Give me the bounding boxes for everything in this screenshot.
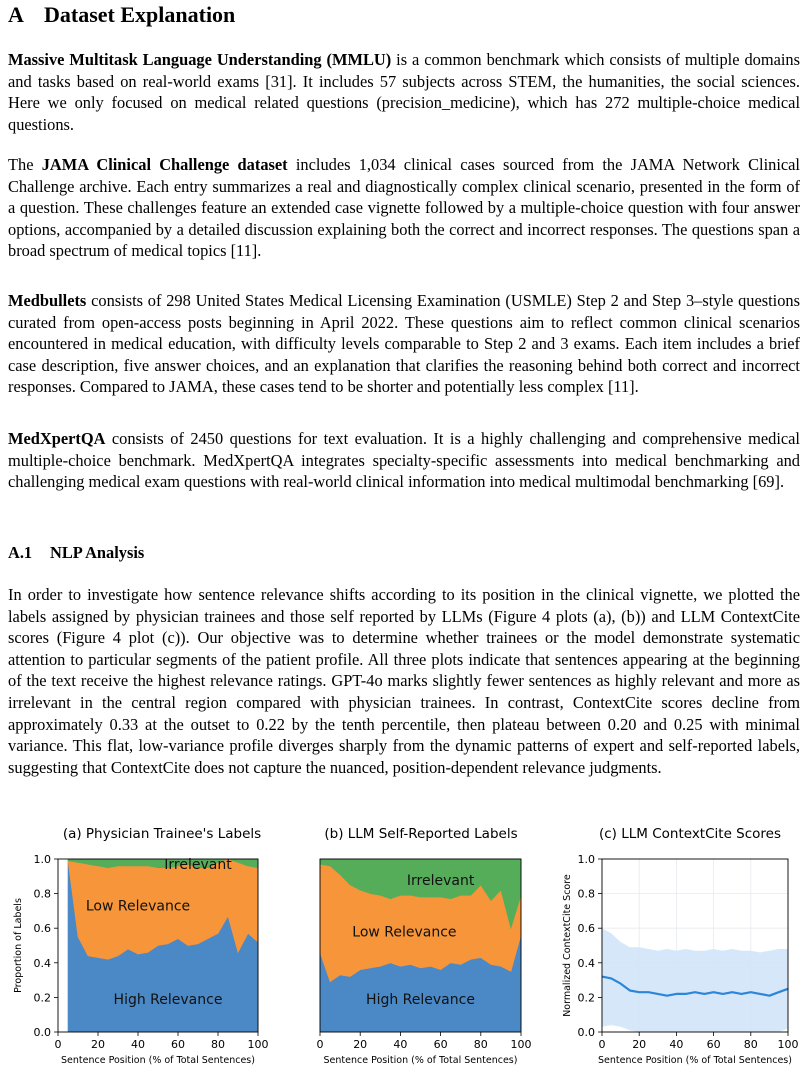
- x-tick-label: 80: [473, 1038, 488, 1051]
- x-tick-label: 80: [743, 1038, 758, 1051]
- y-tick-label: 0.8: [33, 887, 51, 901]
- label-irrelevant: Irrelevant: [406, 872, 475, 889]
- y-tick-label: 0.4: [577, 956, 595, 970]
- section-title: Dataset Explanation: [44, 2, 236, 27]
- paragraph-medxpertqa: [8, 428, 800, 493]
- plot-0: [54, 859, 258, 1036]
- paragraph-mmlu: [8, 49, 800, 135]
- x-tick-label: 80: [211, 1038, 225, 1051]
- section-number: A: [8, 2, 24, 27]
- plot-title: (b) LLM Self-Reported Labels: [324, 826, 518, 842]
- y-tick-label: 0.4: [33, 956, 51, 970]
- y-tick-label: 1.0: [33, 853, 51, 866]
- y-tick-label: 0.6: [33, 922, 51, 936]
- x-tick-label: 60: [171, 1038, 185, 1051]
- section-heading: [8, 2, 235, 28]
- x-tick-label: 40: [393, 1038, 408, 1051]
- x-tick-label: 100: [777, 1038, 799, 1051]
- subsection-heading: [8, 543, 144, 563]
- x-tick-label: 60: [706, 1038, 721, 1051]
- paragraph-medbullets: [8, 290, 800, 398]
- x-tick-label: 60: [433, 1038, 448, 1051]
- y-tick-label: 0.2: [577, 991, 595, 1005]
- y-axis-label: Proportion of Labels: [13, 898, 24, 993]
- y-tick-label: 0.6: [577, 922, 595, 936]
- y-tick-label: 0.8: [577, 887, 595, 901]
- x-tick-label: 20: [632, 1038, 647, 1051]
- y-tick-label: 1.0: [577, 853, 595, 866]
- x-tick-label: 100: [510, 1038, 532, 1051]
- y-tick-label: 0.0: [33, 1026, 51, 1039]
- x-tick-label: 40: [131, 1038, 145, 1051]
- x-tick-label: 100: [247, 1038, 269, 1051]
- x-tick-label: 20: [353, 1038, 368, 1051]
- label-high-relevance: High Relevance: [366, 992, 475, 1009]
- plot-2: [598, 859, 788, 1036]
- paragraph-lead: JAMA Clinical Challenge dataset: [41, 155, 288, 174]
- paragraph-lead: Massive Multitask Language Understanding (MMLU): [8, 50, 392, 69]
- subsection-title: NLP Analysis: [50, 543, 145, 562]
- y-tick-label: 0.2: [33, 991, 51, 1005]
- x-axis-label: Sentence Position (% of Total Sentences): [61, 1055, 255, 1066]
- y-axis-label: Normalized ContextCite Score: [562, 874, 573, 1017]
- label-low-relevance: Low Relevance: [85, 898, 191, 915]
- paragraph-body: consists of 298 United States Medical Licensing Examination (USMLE) Step 2 and Step 3–style questions curated from open-access posts beginning in April 2022. These questions aim to reflect common clinical scenarios encountered in medical education, with difficulty levels comparable to Step 2 and 3 exams. Each item includes a brief case description, five answer choices, and an explanation that clarifies the reasoning behind both correct and incorrect responses. Compared to JAMA, these cases tend to be shorter and potentially less complex [11].: [8, 291, 800, 397]
- paragraph-body: includes 1,034 clinical cases sourced from the JAMA Network Clinical Challenge archive. Each entry summarizes a real and diagnostically complex clinical scenario, presented in the form of a question. These challenges feature an extended case vignette followed by a multiple-choice question with four answer options, accompanied by a detailed discussion explaining both the correct and incorrect responses. The questions span a broad spectrum of medical topics [11].: [8, 155, 800, 261]
- paragraph-lead: Medbullets: [8, 291, 87, 310]
- x-axis-label: Sentence Position (% of Total Sentences): [598, 1055, 792, 1066]
- y-tick-label: 0.0: [577, 1026, 595, 1039]
- paragraph-body: consists of 2450 questions for text evaluation. It is a highly challenging and comprehensive medical multiple-choice benchmark. MedXpertQA integrates specialty-specific assessments into medical benchmarking and challenging medical exam questions with real-world clinical information into medical multimodal benchmarking [69].: [8, 429, 800, 492]
- label-low-relevance: Low Relevance: [352, 924, 457, 941]
- paragraph-body: is a common benchmark which consists of multiple domains and tasks based on real-world exams [31]. It includes 57 subjects across STEM, the humanities, the social sciences. Here we only focused on medical related questions (precision_medicine), which has 272 multiple-choice medical questions.: [8, 50, 800, 134]
- x-tick-label: 40: [669, 1038, 684, 1051]
- paragraph-jama: [8, 154, 800, 262]
- paragraph-nlp-analysis: In order to investigate how sentence relevance shifts according to its position in the clinical vignette, we plotted the labels assigned by physician trainees and those self reported by LLMs (Figure 4 plots (a), (b)) and LLM ContextCite scores (Figure 4 plot (c)). Our objective was to determine whether trainees or the model demonstrate systematic attention to particular segments of the patient profile. All three plots indicate that sentences appearing at the beginning of the text receive the highest relevance ratings. GPT-4o marks slightly fewer sentences as highly relevant and more as irrelevant in the central region compared with physician trainees. In contrast, ContextCite scores decline from approximately 0.33 at the outset to 0.22 by the tenth percentile, then plateau between 0.20 and 0.25 with minimal variance. This flat, low-variance profile diverges sharply from the dynamic patterns of expert and self-reported labels, suggesting that ContextCite does not capture the nuanced, position-dependent relevance judgments.: [8, 585, 800, 777]
- score-band: [602, 928, 788, 1032]
- label-irrelevant: Irrelevant: [164, 857, 232, 874]
- paragraph-lead: MedXpertQA: [8, 429, 106, 448]
- figure-4: [8, 815, 800, 1067]
- subsection-number: A.1: [8, 543, 33, 562]
- paragraph-prefix: The: [8, 155, 42, 174]
- label-high-relevance: High Relevance: [113, 992, 223, 1009]
- x-tick-label: 20: [91, 1038, 105, 1051]
- plot-title: (a) Physician Trainee's Labels: [62, 826, 262, 842]
- x-axis-label: Sentence Position (% of Total Sentences): [323, 1055, 518, 1066]
- x-tick-label: 0: [316, 1038, 324, 1051]
- x-tick-label: 0: [54, 1038, 62, 1051]
- x-tick-label: 0: [598, 1038, 606, 1051]
- plot-title: (c) LLM ContextCite Scores: [598, 826, 782, 842]
